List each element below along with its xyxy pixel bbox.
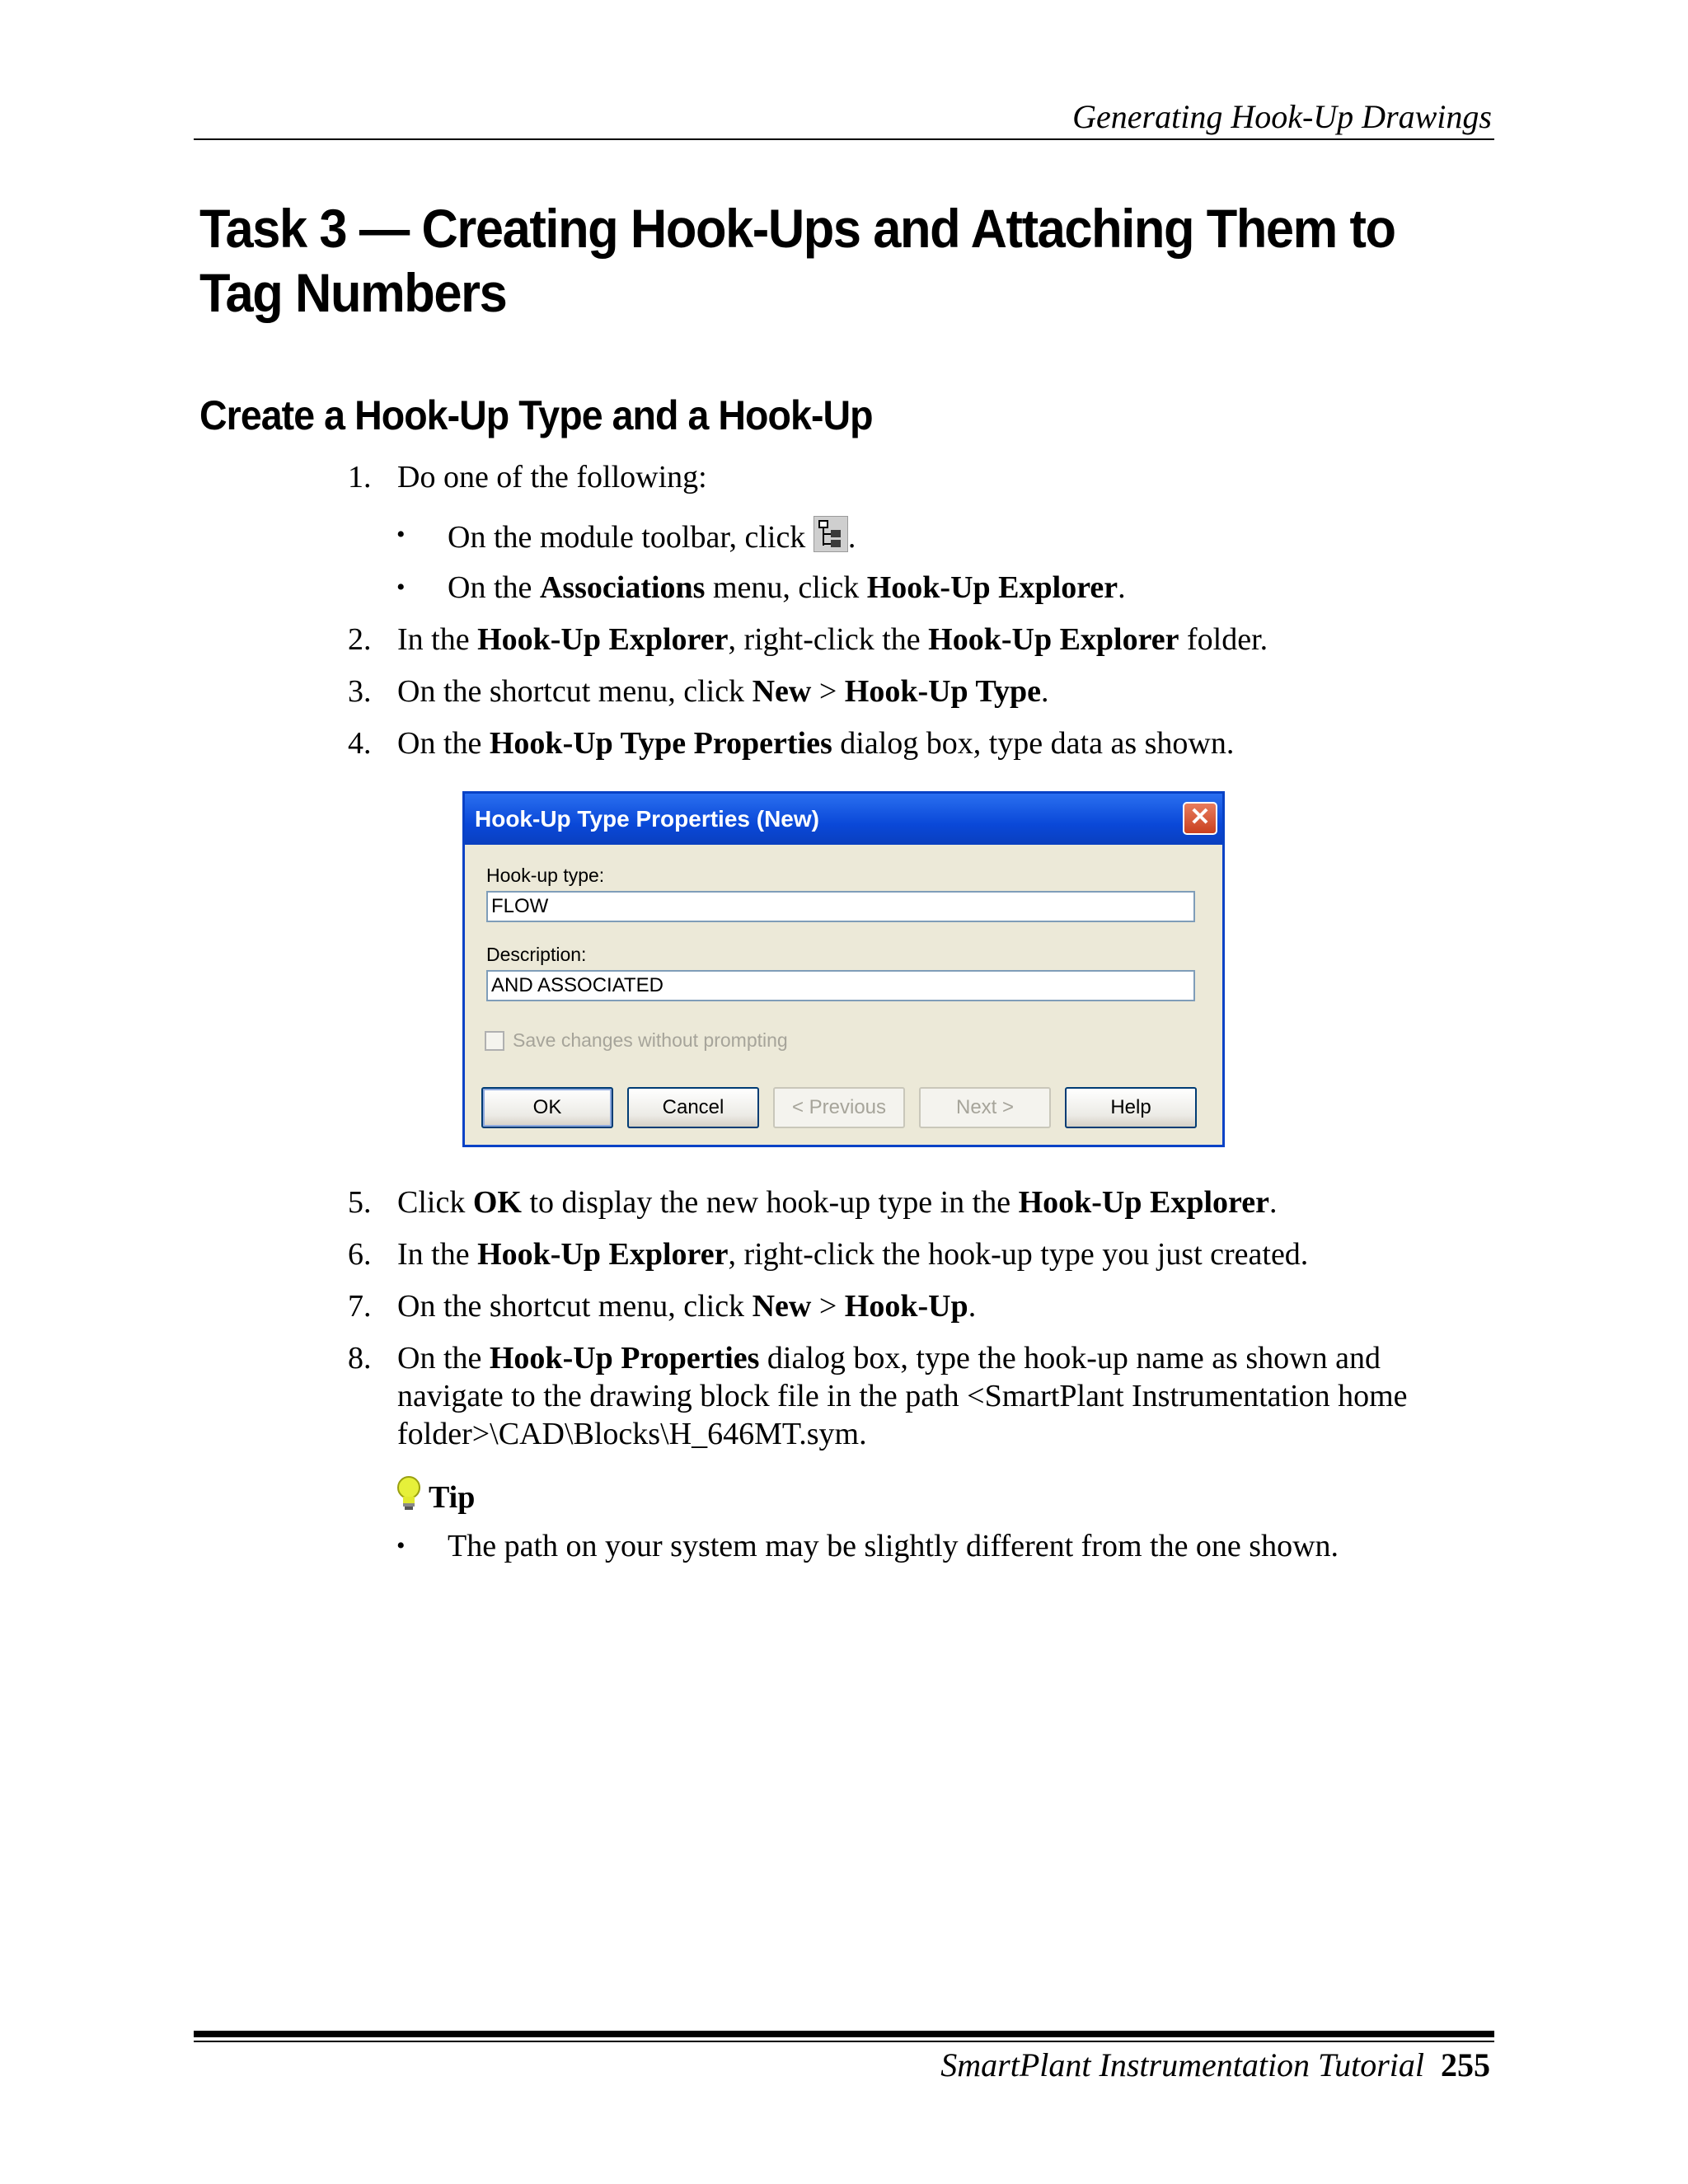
description-label: Description: <box>486 944 587 965</box>
step-text: On the Hook-Up Type Properties dialog box, type data as shown. <box>397 726 1235 761</box>
save-changes-label: Save changes without prompting <box>513 1029 788 1051</box>
description-field[interactable]: AND ASSOCIATED <box>486 970 1195 1001</box>
previous-button[interactable]: < Previous <box>773 1087 905 1128</box>
next-button[interactable]: Next > <box>919 1087 1051 1128</box>
step-text: In the Hook-Up Explorer, right-click the Hook-Up Explorer folder. <box>397 622 1268 657</box>
step-number: 5. <box>348 1185 372 1220</box>
step-1a: On the module toolbar, click . <box>448 516 856 556</box>
lightbulb-icon <box>394 1474 424 1512</box>
step-number: 4. <box>348 726 372 761</box>
save-changes-checkbox[interactable] <box>485 1031 504 1051</box>
footer-rule <box>194 2031 1494 2037</box>
step-text: Click OK to display the new hook-up type in the Hook-Up Explorer. <box>397 1185 1278 1220</box>
bullet: • <box>396 574 406 601</box>
step-1b: On the Associations menu, click Hook-Up Explorer. <box>448 570 1126 605</box>
hook-up-type-field[interactable]: FLOW <box>486 891 1195 922</box>
step-number: 8. <box>348 1341 372 1376</box>
tip-label: Tip <box>429 1480 476 1515</box>
header-rule <box>194 138 1494 140</box>
ok-button[interactable]: OK <box>481 1087 613 1128</box>
running-header: Generating Hook-Up Drawings <box>1072 98 1492 135</box>
bullet: • <box>396 521 406 548</box>
footer-rule <box>194 2041 1494 2042</box>
close-icon[interactable]: ✕ <box>1183 802 1217 835</box>
hook-up-type-properties-dialog <box>462 791 1225 1147</box>
dialog-titlebar <box>465 794 1222 845</box>
task-title: Task 3 — Creating Hook-Ups and Attaching Them to Tag Numbers <box>199 198 1395 323</box>
dialog-title: Hook-Up Type Properties (New) <box>475 806 819 832</box>
footer: SmartPlant Instrumentation Tutorial 255 <box>940 2046 1490 2083</box>
help-button[interactable]: Help <box>1065 1087 1197 1128</box>
step-text-line2: navigate to the drawing block file in the path <SmartPlant Instrumentation home <box>397 1379 1408 1413</box>
step-number: 6. <box>348 1237 372 1272</box>
step-number: 1. <box>348 460 372 494</box>
step-text: On the shortcut menu, click New > Hook-Up Type. <box>397 674 1049 709</box>
hook-up-type-label: Hook-up type: <box>486 865 605 886</box>
cancel-button[interactable]: Cancel <box>627 1087 759 1128</box>
tip-text: The path on your system may be slightly different from the one shown. <box>448 1529 1339 1563</box>
step-text: On the Hook-Up Properties dialog box, type the hook-up name as shown and <box>397 1341 1381 1376</box>
step-number: 2. <box>348 622 372 657</box>
step-number: 7. <box>348 1289 372 1324</box>
step-text: Do one of the following: <box>397 460 707 494</box>
step-text: On the shortcut menu, click New > Hook-Up. <box>397 1289 977 1324</box>
bullet: • <box>396 1532 406 1559</box>
step-text: In the Hook-Up Explorer, right-click the hook-up type you just created. <box>397 1237 1309 1272</box>
section-title: Create a Hook-Up Type and a Hook-Up <box>199 392 873 438</box>
step-number: 3. <box>348 674 372 709</box>
hook-up-explorer-icon[interactable] <box>814 516 848 552</box>
step-text-line3: folder>\CAD\Blocks\H_646MT.sym. <box>397 1417 867 1451</box>
